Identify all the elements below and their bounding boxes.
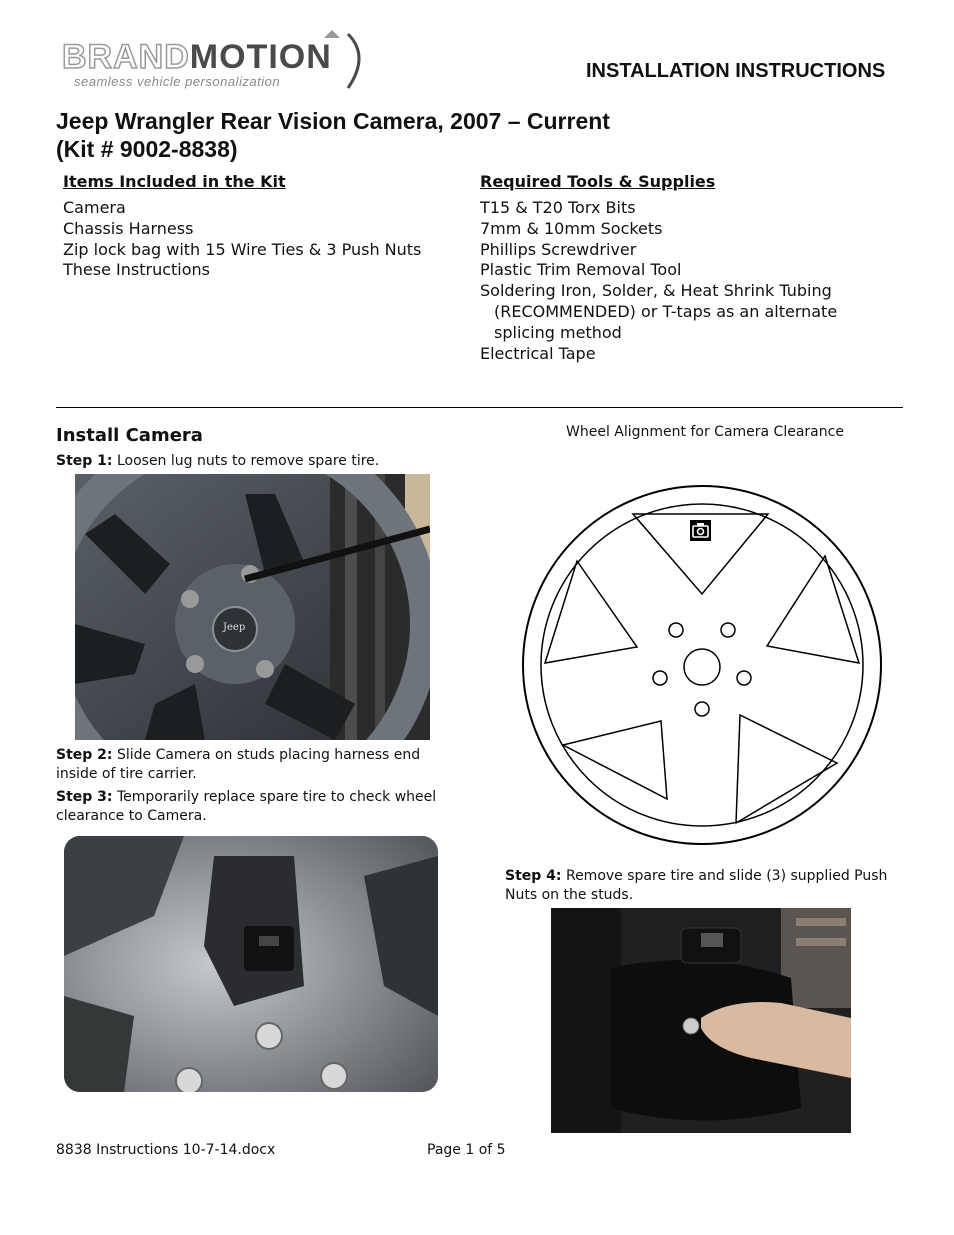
list-item-continuation: (RECOMMENDED) or T-taps as an alternate	[494, 301, 838, 321]
diagram-caption: Wheel Alignment for Camera Clearance	[566, 424, 844, 440]
list-item: Zip lock bag with 15 Wire Ties & 3 Push Nuts	[63, 239, 422, 259]
list-item: Electrical Tape	[480, 343, 596, 363]
jeep-badge: Jeep	[223, 622, 246, 633]
step-3: Step 3: Temporarily replace spare tire to check wheel clearance to Camera.	[56, 789, 437, 824]
list-item: 7mm & 10mm Sockets	[480, 218, 663, 238]
footer-filename: 8838 Instructions 10-7-14.docx	[56, 1142, 276, 1158]
list-item: Plastic Trim Removal Tool	[480, 260, 682, 280]
step-4: Step 4: Remove spare tire and slide (3) supplied Push Nuts on the studs.	[505, 868, 888, 903]
step-4-photo	[551, 908, 851, 1133]
step-2: Step 2: Slide Camera on studs placing harness end inside of tire carrier.	[56, 747, 421, 782]
page-title	[56, 107, 610, 163]
tools-heading: Required Tools & Supplies	[480, 172, 716, 191]
list-item: Chassis Harness	[63, 218, 194, 238]
list-item: T15 & T20 Torx Bits	[480, 198, 636, 217]
camera-icon	[690, 520, 711, 541]
tools-section	[480, 172, 900, 364]
wheel-alignment-diagram	[520, 483, 884, 847]
footer-page-number: Page 1 of 5	[427, 1142, 506, 1158]
step-1-photo	[75, 474, 430, 740]
install-heading: Install Camera	[56, 425, 203, 446]
list-item: Phillips Screwdriver	[480, 239, 637, 259]
kit-items-section	[63, 172, 463, 281]
doc-type-heading: INSTALLATION INSTRUCTIONS	[586, 60, 886, 82]
step-3-photo	[64, 836, 438, 1092]
section-divider	[56, 407, 903, 408]
title-line-2: (Kit # 9002-8838)	[56, 136, 238, 162]
kit-items-heading: Items Included in the Kit	[63, 172, 286, 191]
step-1: Step 1: Loosen lug nuts to remove spare tire.	[56, 453, 380, 469]
logo-tagline: seamless vehicle personalization	[74, 74, 281, 89]
list-item: Soldering Iron, Solder, & Heat Shrink Tubing	[480, 281, 832, 301]
list-item: Camera	[63, 198, 126, 217]
kit-items-list	[63, 198, 463, 281]
tools-list	[480, 198, 900, 364]
title-line-1: Jeep Wrangler Rear Vision Camera, 2007 – Current	[56, 108, 610, 134]
list-item-continuation: splicing method	[494, 322, 622, 342]
list-item: These Instructions	[63, 260, 210, 280]
logo-wordmark: BRANDMOTION	[62, 38, 332, 76]
